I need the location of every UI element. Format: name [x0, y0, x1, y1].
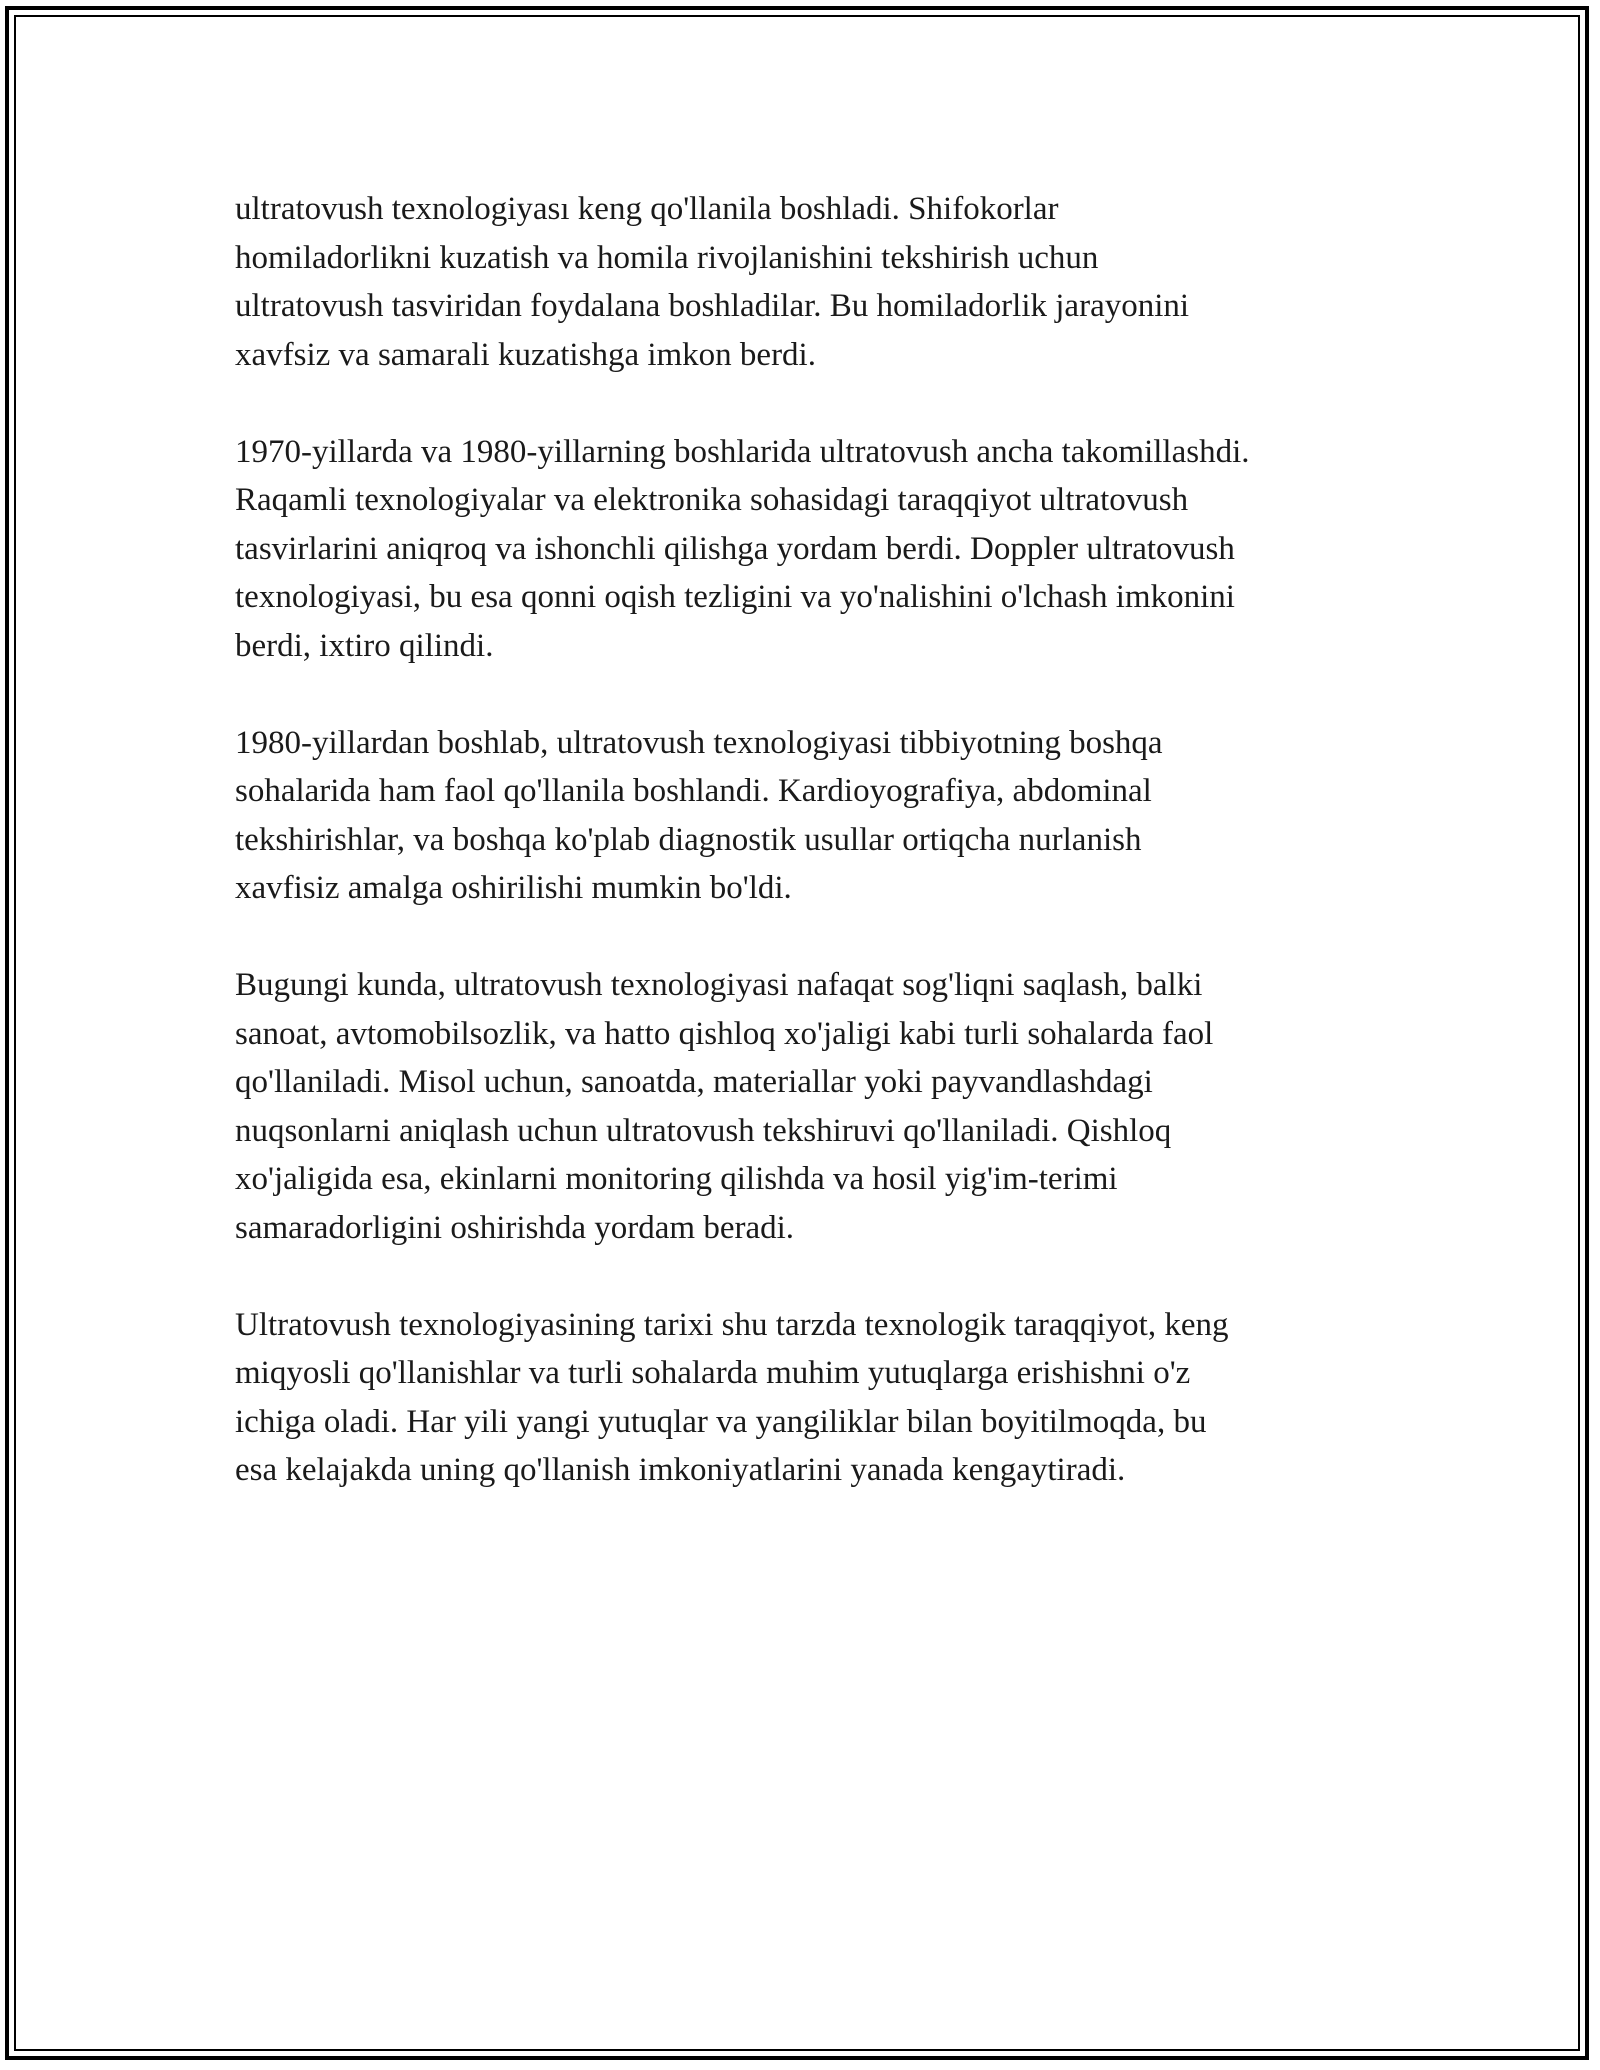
paragraph-2: 1970-yillarda va 1980-yillarning boshlarida ultratovush ancha takomillashdi. Raqamli texnologiyalar va elektronika sohasidagi taraqqiyot ultratovush tasvirlarini aniqroq va ishonchli qilishga yordam berdi. Doppler ultratovush texnologiyasi, bu esa qonni oqish tezligini va yo'nalishini o'lchash imkonini berdi, ixtiro qilindi. [235, 433, 1250, 664]
document-body [235, 185, 1385, 1495]
paragraph-5: Ultratovush texnologiyasining tarixi shu tarzda texnologik taraqqiyot, keng miqyosli qo'llanishlar va turli sohalarda muhim yutuqlarga erishishni o'z ichiga oladi. Har yili yangi yutuqlar va yangiliklar bilan boyitilmoqda, bu esa kelajakda uning qo'llanish imkoniyatlarini yanada kengaytiradi. [235, 1306, 1229, 1488]
paragraph-3: 1980-yillardan boshlab, ultratovush texnologiyasi tibbiyotning boshqa sohalarida ham faol qo'llanila boshlandi. Kardioyografiya, abdominal tekshirishlar, va boshqa ko'plab diagnostik usullar ortiqcha nurlanish xavfisiz amalga oshirilishi mumkin bo'ldi. [235, 724, 1163, 906]
paragraph-4: Bugungi kunda, ultratovush texnologiyasi nafaqat sog'liqni saqlash, balki sanoat, avtomobilsozlik, va hatto qishloq xo'jaligi kabi turli sohalarda faol qo'llaniladi. Misol uchun, sanoatda, materiallar yoki payvandlashdagi nuqsonlarni aniqlash uchun ultratovush tekshiruvi qo'llaniladi. Qishloq xo'jaligida esa, ekinlarni monitoring qilishda va hosil yig'im-terimi samaradorligini oshirishda yordam beradi. [235, 967, 1214, 1246]
paragraph-1: ultratovush texnologiyası keng qo'llanila boshladi. Shifokorlar homiladorlikni kuzatish va homila rivojlanishini tekshirish uchun ultratovush tasviridan foydalana boshladilar. Bu homiladorlik jarayonini xavfsiz va samarali kuzatishga imkon berdi. [235, 191, 1190, 373]
